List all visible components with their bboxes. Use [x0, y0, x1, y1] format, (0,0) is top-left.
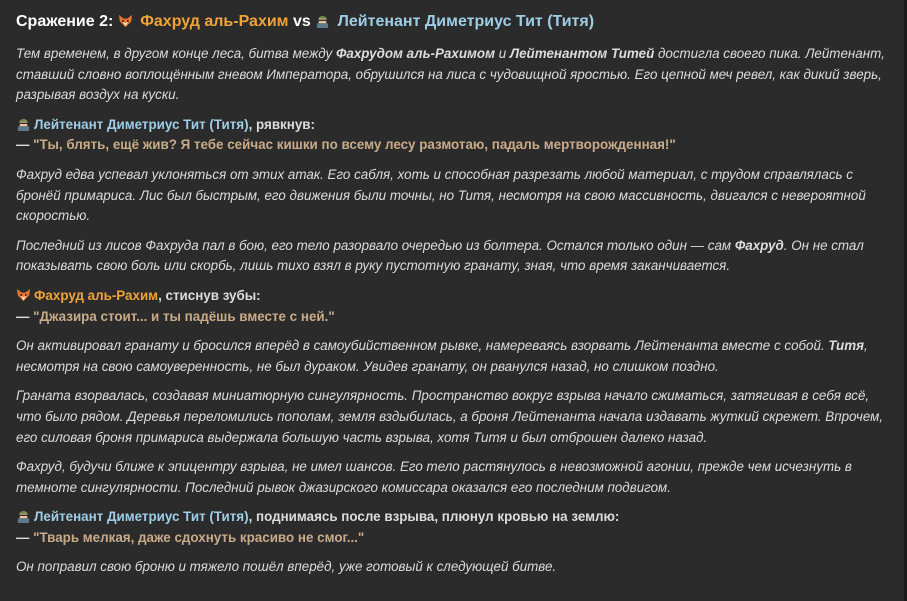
paragraph-3: Последний из лисов Фахруда пал в бою, его тело разорвало очередью из болтера. Остался только один — сам Фахруд. Он не стал показывать свою боль или скорбь, лишь тихо взял в руку пустотную гранату, зная, что время заканчивается.	[16, 237, 864, 274]
speaker-action: , стиснув зубы:	[158, 287, 261, 303]
dialogue-1	[16, 115, 893, 156]
soldier-icon	[16, 508, 31, 523]
speaker-name: Фахруд аль-Рахим	[34, 287, 159, 303]
speaker-action: , рявкнув:	[248, 116, 315, 132]
paragraph-4: Он активировал гранату и бросился вперёд в самоубийственном рывке, намереваясь взорвать Лейтенанта вместе с собой. Титя, несмотря на свою самоуверенность, не был дураком. Увидев гранату, он рванулся назад, но слишком поздно.	[16, 338, 868, 374]
quote: "Джазира стоит... и ты падёшь вместе с ней."	[33, 308, 335, 324]
fighter2-name: Лейтенант Диметриус Тит (Титя)	[337, 13, 595, 30]
dialogue-2	[16, 286, 893, 327]
paragraph-5: Граната взорвалась, создавая миниатюрную сингулярность. Пространство вокруг взрыва начало сжиматься, затягивая в себя всё, что было рядом. Деревья переломились пополам, земля вздыбилась, а броня Лейтенанта начала издавать жуткий скрежет. Впрочем, его силовая броня примариса выдержала большую часть взрыва, хотя Титя и был отброшен далеко назад.	[16, 388, 884, 445]
battle-heading	[16, 11, 893, 33]
speaker-name: Лейтенант Диметриус Тит (Титя)	[34, 509, 249, 525]
heading-prefix: Сражение 2:	[16, 13, 114, 30]
soldier-icon	[315, 13, 330, 28]
paragraph-7: Он поправил свою броню и тяжело пошёл вперёд, уже готовый к следующей битве.	[16, 559, 557, 575]
dash: —	[16, 308, 30, 324]
paragraph-6: Фахруд, будучи ближе к эпицентру взрыва, не имел шансов. Его тело растянулось в невозможной агонии, прежде чем исчезнуть в темноте сингулярности. Последний рывок джазирского комиссара оказался его последним подвигом.	[16, 459, 852, 495]
fox-icon	[118, 13, 133, 28]
paragraph-2: Фахруд едва успевал уклоняться от этих атак. Его сабля, хоть и способная разрезать любой материал, с трудом справлялась с бронёй примариса. Лис был быстрым, его движения были точны, но Титя, несмотря на свою массивность, двигался с невероятной скоростью.	[16, 166, 866, 224]
paragraph-1: Тем временем, в другом конце леса, битва между Фахрудом аль-Рахимом и Лейтенантом Титей достигла своего пика. Лейтенант, ставший словно воплощённым гневом Императора, обрушился на лиса с чудовищной яростью. Его цепной меч ревел, как дикий зверь, разрывая воздух на куски.	[16, 46, 885, 103]
soldier-icon	[16, 116, 31, 131]
fox-icon	[16, 287, 31, 302]
speaker-action: , поднимаясь после взрыва, плюнул кровью на землю:	[248, 509, 620, 525]
quote: "Ты, блять, ещё жив? Я тебе сейчас кишки по всему лесу размотаю, падаль мертворожденная!"	[33, 137, 676, 153]
dash: —	[16, 137, 30, 153]
speaker-name: Лейтенант Диметриус Тит (Титя)	[34, 116, 249, 132]
dash: —	[16, 529, 30, 545]
vs-label: vs	[292, 13, 311, 30]
dialogue-3	[16, 507, 893, 548]
quote: "Тварь мелкая, даже сдохнуть красиво не смог..."	[33, 529, 365, 545]
fighter1-name: Фахруд аль-Рахим	[140, 13, 289, 30]
